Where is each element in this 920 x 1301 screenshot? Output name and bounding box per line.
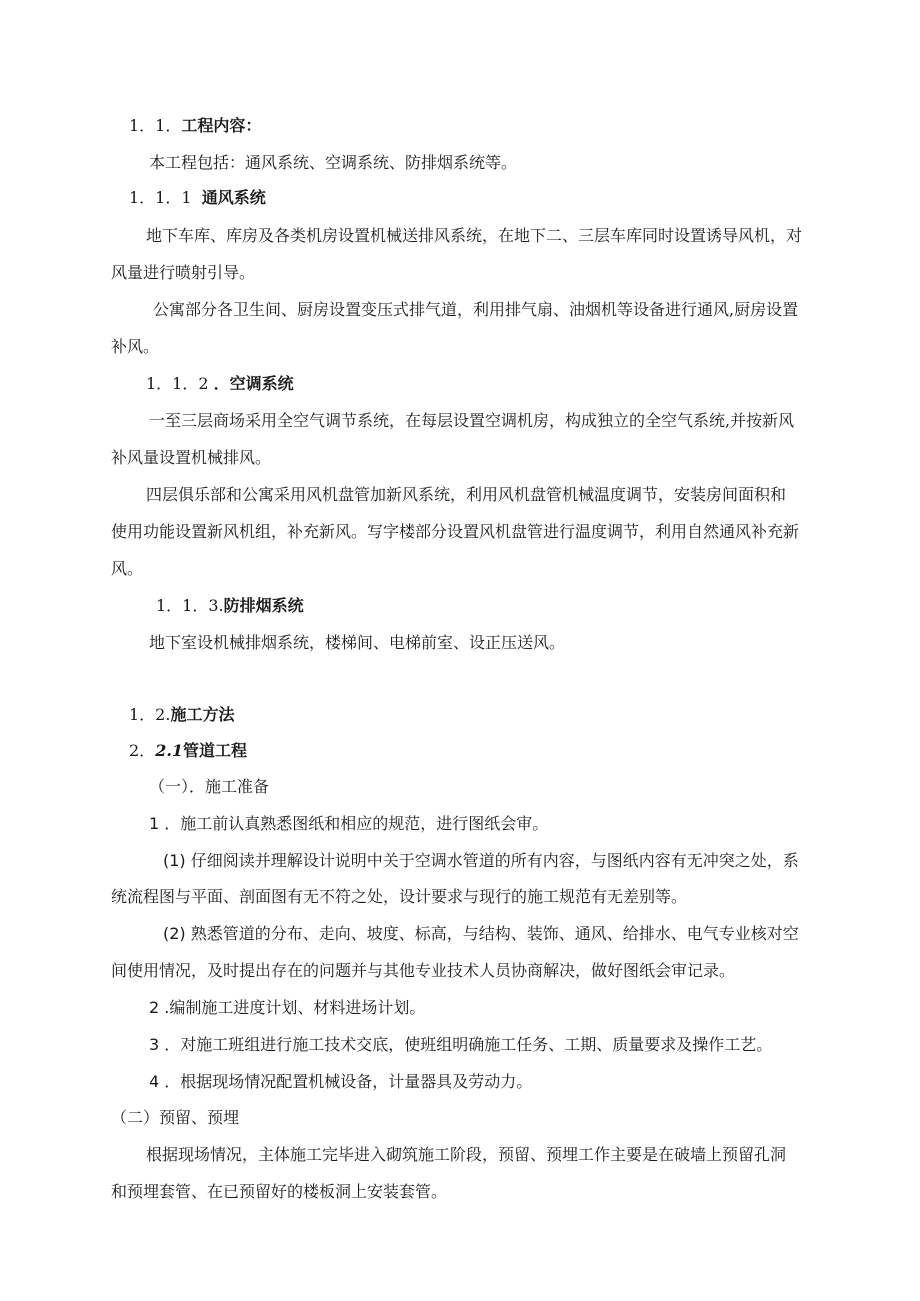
paragraph-scope: 本工程包括：通风系统、空调系统、防排烟系统等。 (149, 153, 518, 172)
prep-item-2-text: .编制施工进度计划、材料进场计划。 (164, 998, 426, 1017)
prep-item-1-text: ．施工前认真熟悉图纸和相应的规范，进行图纸会审。 (164, 814, 549, 833)
heading-2-1 (129, 740, 247, 762)
vent-paragraph-2-line-2: 补风。 (111, 337, 160, 356)
ac-paragraph-1-line-1: 一至三层商场采用全空气调节系统，在每层设置空调机房，构成独立的全空气系统,并按新风 (149, 411, 795, 430)
prep-heading: （一）．施工准备 (149, 777, 270, 796)
heading-1-1-2-number: 1．1．2 (146, 374, 209, 393)
prep-sub-1-line-1 (163, 850, 799, 872)
heading-1-1-3-title: 防排烟系统 (223, 596, 304, 615)
heading-1-1-1-title: 通风系统 (201, 188, 266, 207)
prep-item-2 (149, 997, 425, 1019)
heading-1-2 (129, 704, 234, 726)
prep-item-3-number: 3 (149, 1035, 160, 1054)
prep-item-2-number: 2 (149, 998, 160, 1017)
embed-heading: （二）预留、预埋 (111, 1108, 240, 1127)
prep-item-3-text: ．对施工班组进行施工技术交底，使班组明确施工任务、工期、质量要求及操作工艺。 (164, 1035, 773, 1054)
prep-item-4-text: ．根据现场情况配置机械设备，计量器具及劳动力。 (164, 1072, 533, 1091)
heading-1-1-1 (129, 187, 266, 209)
heading-1-1-title: 工程内容： (181, 116, 262, 135)
embed-paragraph-line-2: 和预埋套管、在已预留好的楼板洞上安装套管。 (111, 1182, 448, 1201)
prep-sub-2-number: (2) (163, 924, 186, 943)
prep-item-4 (149, 1071, 532, 1093)
prep-sub-2-text: 熟悉管道的分布、走向、坡度、标高，与结构、装饰、通风、给排水、电气专业核对空 (190, 924, 799, 943)
smoke-paragraph: 地下室设机械排烟系统，楼梯间、电梯前室、设正压送风。 (149, 633, 566, 652)
heading-1-1-1-number: 1．1．1 (129, 188, 192, 207)
embed-paragraph-line-1: 根据现场情况，主体施工完毕进入砌筑施工阶段，预留、预埋工作主要是在破墙上预留孔洞 (146, 1145, 787, 1164)
prep-item-1-number: 1 (149, 814, 160, 833)
prep-item-3 (149, 1034, 772, 1056)
heading-2-1-number-a: 2． (129, 741, 156, 760)
ac-paragraph-2-line-2: 使用功能设置新风机组，补充新风。写字楼部分设置风机盘管进行温度调节，利用自然通风补充新 (111, 522, 800, 541)
vent-paragraph-1-line-1: 地下车库、库房及各类机房设置机械送排风系统，在地下二、三层车库同时设置诱导风机，对 (146, 226, 803, 245)
heading-1-2-title: 施工方法 (170, 705, 235, 724)
heading-1-1-2-title: ．空调系统 (213, 374, 294, 393)
vent-paragraph-2-line-1: 公寓部分各卫生间、厨房设置变压式排气道，利用排气扇、油烟机等设备进行通风,厨房设置 (153, 300, 799, 319)
heading-1-1-2 (146, 373, 294, 395)
heading-1-2-number: 1．2. (129, 705, 171, 724)
prep-sub-2-line-2: 间使用情况，及时提出存在的问题并与其他专业技术人员协商解决，做好图纸会审记录。 (111, 961, 736, 980)
prep-sub-1-line-2: 统流程图与平面、剖面图有无不符之处，设计要求与现行的施工规范有无差别等。 (111, 887, 688, 906)
ac-paragraph-2-line-1: 四层俱乐部和公寓采用风机盘管加新风系统，利用风机盘管机械温度调节，安装房间面积和 (146, 485, 787, 504)
heading-2-1-title: 管道工程 (183, 741, 248, 760)
ac-paragraph-1-line-2: 补风量设置机械排风。 (111, 448, 272, 467)
prep-sub-1-number: (1) (163, 851, 186, 870)
heading-2-1-number-b: 2.1 (155, 741, 184, 760)
prep-item-1 (149, 813, 548, 835)
prep-item-4-number: 4 (149, 1072, 160, 1091)
heading-1-1 (129, 115, 261, 137)
prep-sub-2-line-1 (163, 923, 799, 945)
heading-1-1-3-number: 1．1．3. (156, 596, 224, 615)
ac-paragraph-2-line-3: 风。 (111, 559, 144, 578)
heading-1-1-3 (156, 595, 304, 617)
vent-paragraph-1-line-2: 风量进行喷射引导。 (111, 263, 256, 282)
prep-sub-1-text: 仔细阅读并理解设计说明中关于空调水管道的所有内容，与图纸内容有无冲突之处，系 (190, 851, 799, 870)
heading-1-1-number: 1．1． (129, 116, 182, 135)
